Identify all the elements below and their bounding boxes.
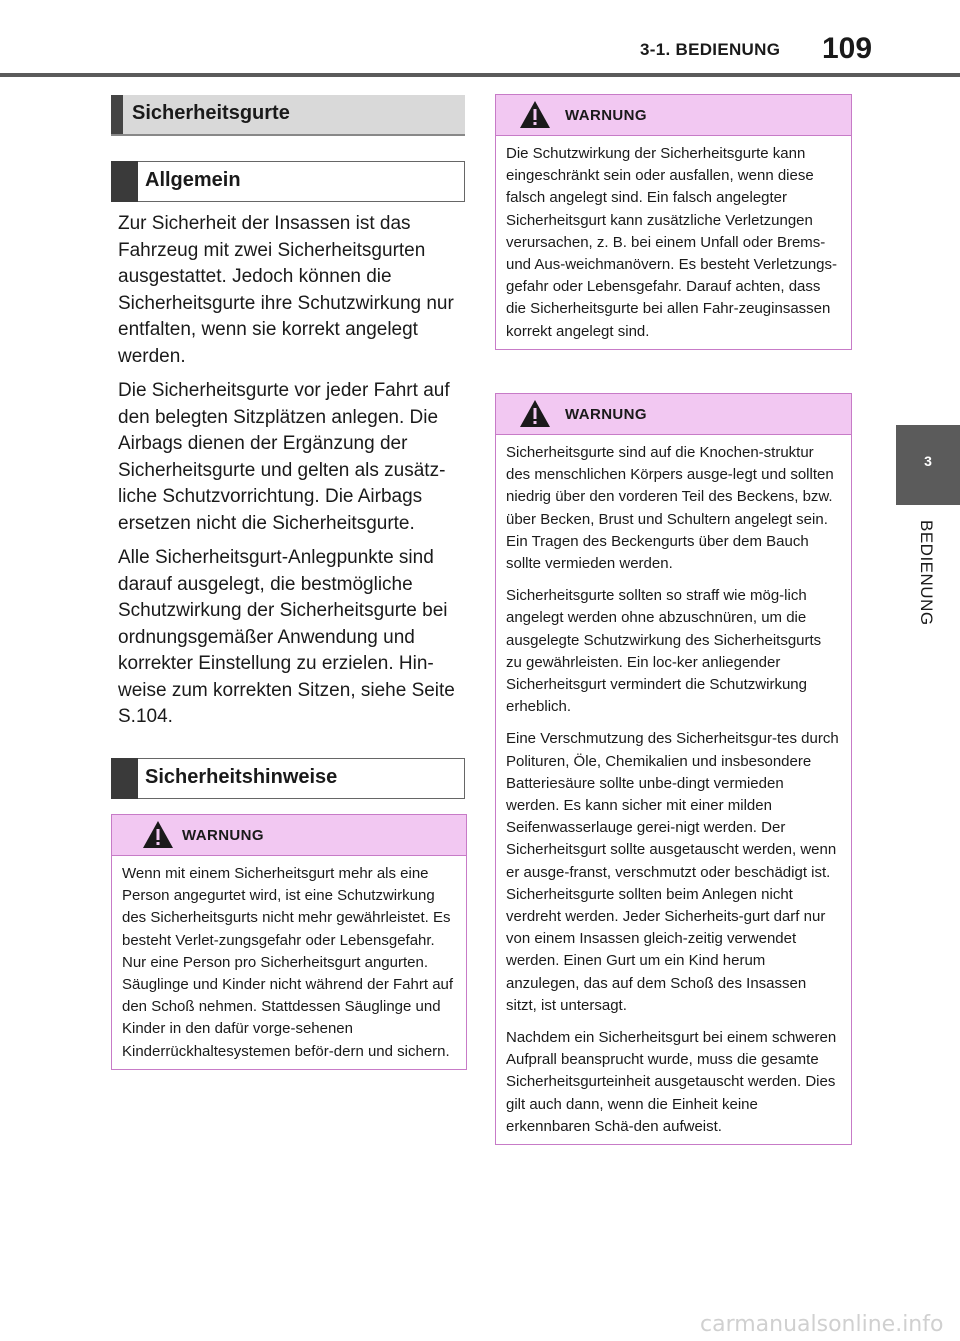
section-heading [111, 95, 465, 136]
subheading-title: Allgemein [145, 169, 241, 191]
heading-bar [111, 161, 138, 202]
subheading-sicherheitshinweise [111, 758, 465, 799]
chapter-label-text: BEDIENUNG [917, 520, 936, 626]
chapter-number: 3 [924, 453, 932, 469]
warning-paragraph: Wenn mit einem Sicherheitsgurt mehr als eine Person angegurtet wird, ist eine Schutzwirkung des Sicherheitsgurts nicht mehr gewährleistet. Es besteht Verlet-zungsgefahr oder Lebensgefahr. Nur eine Person pro Sicherheitsgurt angurten. Säuglinge und Kinder nicht während der Fahrt auf den Schoß nehmen. Stattdessen Säuglinge und Kinder in den dafür vorge-sehenen Kinderrückhaltesystemen beför-dern und sichern. [122, 865, 454, 1060]
warning-triangle-icon [519, 100, 551, 129]
warning-triangle-icon [142, 820, 174, 849]
warning-body [496, 136, 851, 349]
intro-text [118, 211, 468, 739]
page-number: 109 [822, 32, 873, 65]
paragraph: Zur Sicherheit der Insassen ist das Fahrzeug mit zwei Sicherheitsgurten ausgestattet. Jedoch können die Sicherheitsgurte ihre Schutzwirkung nur entfalten, wenn sie korrekt angelegt werden. [118, 213, 454, 367]
warning-paragraph: Sicherheitsgurte sind auf die Knochen-struktur des menschlichen Körpers ausge-legt und sollten niedrig über den vorderen Teil des Beckens, bzw. über Becken, Brust und Schultern angelegt sein. Ein Tragen des Beckengurts über dem Bauch sollte vermieden werden. [506, 444, 834, 573]
warning-triangle-icon [519, 399, 551, 428]
warning-paragraph: Sicherheitsgurte sollten so straff wie mög-lich angelegt werden ohne abzuschnüren, um die ausgelegte Schutzwirkung des Sicherheitsgurts zu gewährleisten. Ein loc-ker anliegender Sicherheitsgurt vermindert die Schutzwirkung erheblich. [506, 587, 822, 716]
warning-header [112, 815, 466, 856]
warning-title: WARNUNG [182, 827, 264, 844]
paragraph: Die Sicherheitsgurte vor jeder Fahrt auf den belegten Sitzplätzen anlegen. Die Airbags dienen der Ergänzung der Sicherheitsgurte und gelten als zusätz-liche Schutzvorrichtung. Die Airbags ersetzen nicht die Sicherheitsgurte. [118, 380, 450, 534]
warning-paragraph: Eine Verschmutzung des Sicherheitsgur-tes durch Polituren, Öle, Chemikalien und insbesondere Batteriesäure sollte unbe-dingt vermieden werden. Es kann sicher mit einer milden Seifenwasserlauge gerei-nigt werden. Der Sicherheitsgurt sollte ausgetauscht werden, wenn er ausge-franst, verschmutzt oder beschädigt ist. Sicherheitsgurte sollten beim Anlegen nicht verdreht werden. Jeder Sicherheits-gurt darf nur von einem Insassen gleich-zeitig verwendet werden. Einen Gurt um ein Kind herum anzulegen, das auf dem Schoß des Insassen sitzt, ist untersagt. [506, 730, 839, 1014]
paragraph: Alle Sicherheitsgurt-Anlegpunkte sind darauf ausgelegt, die bestmögliche Schutzwirkung der Sicherheitsgurte bei ordnungsgemäßer Anwendung und korrekter Einstellung zu erzielen. Hin-weise zum korrekten Sitzen, siehe Seite S.104. [118, 547, 455, 727]
warning-box [111, 814, 467, 1070]
warning-title: WARNUNG [565, 406, 647, 423]
warning-body [112, 856, 466, 1069]
subheading-title: Sicherheitshinweise [145, 766, 338, 788]
warning-header [496, 95, 851, 136]
subheading-allgemein [111, 161, 465, 202]
section-title: Sicherheitsgurte [132, 102, 290, 124]
heading-bar [111, 95, 123, 134]
header-rule [0, 73, 960, 77]
warning-box [495, 393, 852, 1145]
chapter-tab [896, 425, 960, 505]
watermark: carmanualsonline.info [700, 1312, 944, 1337]
warning-paragraph: Die Schutzwirkung der Sicherheitsgurte kann eingeschränkt sein oder ausfallen, wenn diese falsch angelegt sind. Ein falsch angelegter Sicherheitsgurt kann zusätzliche Verletzungen verursachen, z. B. bei einem Unfall oder Brems- und Aus-weichmanövern. Es besteht Verletzungs-gefahr oder Lebensgefahr. Darauf achten, dass die Sicherheitsgurte bei allen Fahr-zeuginsassen korrekt angelegt sind. [506, 145, 838, 340]
section-reference: 3-1. BEDIENUNG [640, 40, 781, 59]
warning-title: WARNUNG [565, 107, 647, 124]
warning-header [496, 394, 851, 435]
chapter-label [902, 520, 942, 640]
heading-bar [111, 758, 138, 799]
warning-paragraph: Nachdem ein Sicherheitsgurt bei einem schweren Aufprall beansprucht wurde, muss die gesamte Sicherheitsgurteinheit ausgetauscht werden. Dies gilt auch dann, wenn die Einheit keine erkennbaren Schä-den aufweist. [506, 1029, 837, 1135]
warning-body [496, 435, 851, 1144]
warning-box [495, 94, 852, 350]
